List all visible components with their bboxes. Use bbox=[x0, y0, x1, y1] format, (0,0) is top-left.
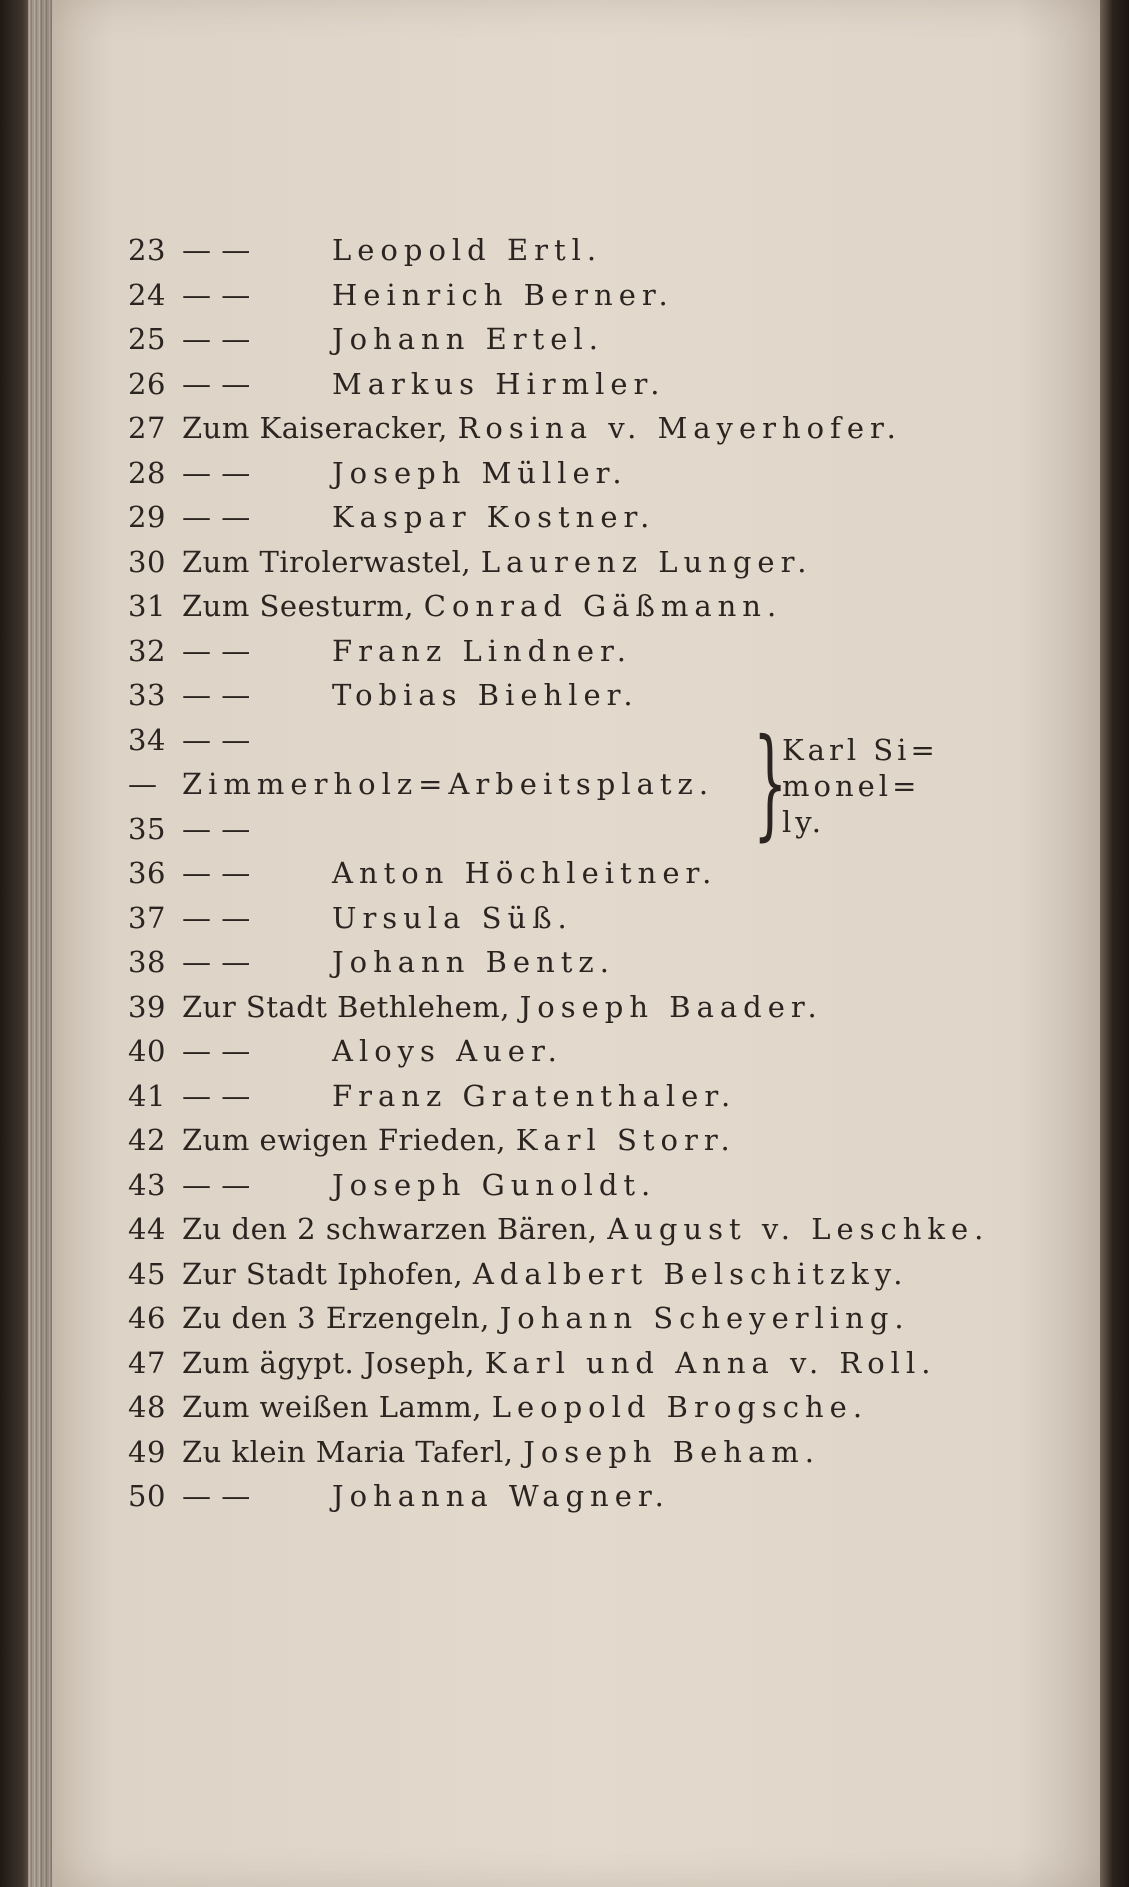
entry-owner: Anton Höchleitner. bbox=[332, 856, 718, 890]
list-item bbox=[128, 584, 958, 629]
side-note-line: ly. bbox=[782, 805, 826, 839]
list-item bbox=[128, 317, 958, 362]
entry-sign: Zum weißen Lamm, bbox=[182, 1390, 482, 1424]
entry-sign: Zur Stadt Bethlehem, bbox=[182, 989, 510, 1024]
entry-owner: Franz Gratenthaler. bbox=[332, 1078, 737, 1113]
entry-number: 39 bbox=[128, 989, 166, 1024]
entry-sign: Zimmerholz=Arbeitsplatz. bbox=[182, 767, 715, 801]
entry-number: 34 bbox=[128, 722, 166, 757]
entry-owner: Johann Bentz. bbox=[332, 945, 615, 979]
entry-owner: Adalbert Belschitzky. bbox=[472, 1256, 909, 1291]
entry-number: 40 bbox=[128, 1034, 166, 1068]
entry-number: 44 bbox=[128, 1212, 166, 1246]
list-item bbox=[128, 1118, 958, 1163]
list-item bbox=[128, 1163, 958, 1208]
list-item bbox=[128, 807, 958, 852]
entry-owner: Tobias Biehler. bbox=[332, 678, 639, 712]
list-item bbox=[128, 362, 958, 407]
list-item bbox=[128, 273, 958, 318]
entry-sign: Zu den 2 schwarzen Bären, bbox=[182, 1212, 598, 1246]
entry-owner: Conrad Gäßmann. bbox=[423, 589, 783, 623]
list-item bbox=[128, 1074, 958, 1119]
list-item bbox=[128, 406, 958, 451]
side-note-line: Karl Si= bbox=[782, 733, 939, 767]
entry-number: 45 bbox=[128, 1256, 166, 1291]
right-binding bbox=[1100, 0, 1129, 1887]
entry-sign: Zum ägypt. Joseph, bbox=[182, 1345, 476, 1380]
entry-sign: — — bbox=[182, 1167, 251, 1202]
entry-owner: Aloys Auer. bbox=[332, 1034, 563, 1068]
list-item bbox=[128, 1296, 958, 1341]
entry-sign: — — bbox=[182, 856, 251, 890]
list-item bbox=[128, 540, 958, 585]
entry-owner: Joseph Baader. bbox=[519, 989, 823, 1024]
entry-sign: — — bbox=[182, 322, 251, 356]
side-note-line: monel= bbox=[782, 769, 921, 803]
entry-sign: — — bbox=[182, 455, 251, 490]
list-item bbox=[128, 896, 958, 941]
entry-number: 43 bbox=[128, 1167, 166, 1202]
list-item bbox=[128, 673, 958, 718]
entry-sign: — — bbox=[182, 811, 251, 846]
entry-number: 38 bbox=[128, 945, 166, 979]
entry-number: 35 bbox=[128, 811, 166, 846]
entry-owner: Joseph Beham. bbox=[523, 1434, 820, 1469]
entry-sign: — — bbox=[182, 1078, 251, 1113]
entry-sign: Zu den 3 Erzengeln, bbox=[182, 1301, 490, 1335]
entry-number: — bbox=[128, 767, 158, 801]
entry-number: 24 bbox=[128, 277, 166, 312]
list-item bbox=[128, 940, 958, 985]
entry-sign: — — bbox=[182, 678, 251, 712]
entry-sign: — — bbox=[182, 1479, 251, 1513]
entry-owner: Heinrich Berner. bbox=[332, 277, 674, 312]
list-item bbox=[128, 1029, 958, 1074]
entry-number: 49 bbox=[128, 1434, 166, 1469]
entry-owner: Leopold Ertl. bbox=[332, 233, 603, 267]
entry-owner: Johann Scheyerling. bbox=[499, 1301, 910, 1335]
entry-owner: Markus Hirmler. bbox=[332, 366, 666, 401]
entry-sign: Zur Stadt Iphofen, bbox=[182, 1256, 464, 1291]
entry-sign: — — bbox=[182, 633, 251, 668]
entry-number: 48 bbox=[128, 1390, 166, 1424]
entry-number: 25 bbox=[128, 322, 166, 356]
entry-number: 46 bbox=[128, 1301, 166, 1335]
entry-number: 33 bbox=[128, 678, 166, 712]
entry-number: 27 bbox=[128, 411, 166, 445]
list-item bbox=[128, 1474, 958, 1519]
entry-owner: Leopold Brogsche. bbox=[491, 1390, 869, 1424]
entry-owner: Ursula Süß. bbox=[332, 900, 573, 935]
entry-sign: — — bbox=[182, 277, 251, 312]
entry-owner: Laurenz Lunger. bbox=[480, 544, 813, 579]
address-list bbox=[128, 228, 990, 1519]
entry-number: 36 bbox=[128, 856, 166, 890]
entry-number: 41 bbox=[128, 1078, 166, 1113]
entry-owner: Joseph Gunoldt. bbox=[332, 1167, 657, 1202]
entry-number: 47 bbox=[128, 1345, 166, 1380]
entry-sign: — — bbox=[182, 900, 251, 935]
entry-number: 37 bbox=[128, 900, 166, 935]
entry-number: 42 bbox=[128, 1123, 166, 1157]
entry-sign: Zum Seesturm, bbox=[182, 589, 415, 623]
list-item bbox=[128, 451, 958, 496]
list-item bbox=[128, 1207, 990, 1252]
entry-number: 26 bbox=[128, 366, 166, 401]
entry-number: 30 bbox=[128, 544, 166, 579]
list-item bbox=[128, 1430, 958, 1475]
list-item bbox=[128, 1341, 958, 1386]
entry-sign: Zum Tirolerwastel, bbox=[182, 544, 472, 579]
list-item bbox=[128, 1252, 958, 1297]
entry-number: 23 bbox=[128, 233, 166, 267]
entry-sign: — — bbox=[182, 1034, 251, 1068]
entry-number: 28 bbox=[128, 455, 166, 490]
entry-owner: Karl und Anna v. Roll. bbox=[484, 1345, 937, 1380]
entry-owner: Joseph Müller. bbox=[332, 455, 628, 490]
list-item bbox=[128, 985, 958, 1030]
entry-sign: Zum ewigen Frieden, bbox=[182, 1123, 506, 1157]
entry-number: 32 bbox=[128, 633, 166, 668]
entry-number: 31 bbox=[128, 589, 166, 623]
list-item bbox=[128, 228, 958, 273]
list-item bbox=[128, 851, 958, 896]
entry-owner: Rosina v. Mayerhofer. bbox=[457, 411, 902, 445]
list-item bbox=[128, 1385, 958, 1430]
entry-owner: August v. Leschke. bbox=[607, 1212, 990, 1246]
entry-sign: — — bbox=[182, 945, 251, 979]
entry-owner: Karl Storr. bbox=[515, 1123, 736, 1157]
entry-sign: — — bbox=[182, 366, 251, 401]
entry-owner: Franz Lindner. bbox=[332, 633, 632, 668]
entry-sign: — — bbox=[182, 722, 251, 757]
curly-brace-icon: } bbox=[753, 714, 788, 853]
entry-number: 50 bbox=[128, 1479, 166, 1513]
list-item bbox=[128, 495, 958, 540]
entry-sign: Zum Kaiseracker, bbox=[182, 411, 448, 445]
entry-number: 29 bbox=[128, 500, 166, 534]
list-item bbox=[128, 629, 958, 674]
entry-owner: Johann Ertel. bbox=[332, 322, 604, 356]
entry-sign: — — bbox=[182, 500, 251, 534]
entry-owner: Kaspar Kostner. bbox=[332, 500, 656, 534]
entry-sign: — — bbox=[182, 233, 251, 267]
entry-owner: Johanna Wagner. bbox=[332, 1479, 670, 1513]
entry-sign: Zu klein Maria Taferl, bbox=[182, 1434, 514, 1469]
